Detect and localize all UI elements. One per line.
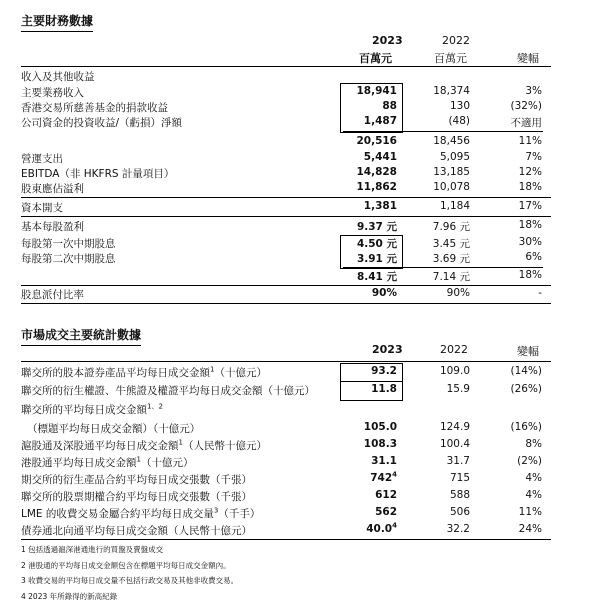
market-section-title: 市場成交主要統計數據 (21, 326, 141, 346)
fin-unit-2023: 百萬元 (359, 52, 392, 65)
table-row: 主要業務收入 18,941 18,374 3% (21, 85, 542, 99)
fin-rule-4 (21, 285, 551, 286)
table-row: 公司資金的投資收益/（虧損）淨額 1,487 (48) 不適用 (21, 115, 542, 129)
fin-header-change: 變幅 (517, 52, 539, 65)
table-row: 每股第一次中期股息 4.50 元 3.45 元 30% (21, 236, 542, 250)
fin-rule-5 (21, 303, 551, 304)
fin-unit-2022: 百萬元 (434, 52, 467, 65)
footnote-1: 1 包括透過滬深港通進行的買盤及賣盤成交 (21, 545, 164, 554)
table-row: 資本開支 1,381 1,184 17% (21, 200, 542, 214)
table-row: 港股通平均每日成交金額$^1$（十億元） 31.1 31.7 (2%) (21, 455, 542, 469)
table-row: 8.41 元 7.14 元 18% (356, 269, 542, 283)
table-row: 營運支出 5,441 5,095 7% (21, 151, 542, 165)
table-row: 聯交所的股本證券產品平均每日成交金額$^1$（十億元） 93.2 109.0 (14%) (21, 365, 542, 379)
table-row: EBITDA（非 HKFRS 計量項目） 14,828 13,185 12% (21, 166, 542, 180)
mkt-box-divider (340, 381, 402, 382)
table-row: 每股第二次中期股息 3.91 元 3.69 元 6% (21, 251, 542, 265)
financial-section-title: 主要財務數據 (21, 12, 93, 32)
fin-dividend-rule (343, 267, 543, 268)
table-row: 債券通北向通平均每日成交金額（人民幣十億元） 40.0$^4$ 32.2 24% (21, 521, 542, 537)
footnote-4: 4 2023 年所錄得的新高紀錄 (21, 592, 118, 601)
table-row: 聯交所的平均每日成交金額$^{1、2}$ (21, 402, 163, 416)
table-row: 股東應佔溢利 11,862 10,078 18% (21, 181, 542, 195)
fin-rule-2 (21, 197, 551, 198)
fin-header-rule (21, 66, 551, 67)
table-row: （標題平均每日成交金額）（十億元） 105.0 124.9 (16%) (27, 421, 542, 435)
table-row: 期交所的衍生產品合約平均每日成交張數（千張） $742^4$ 715 4% (21, 470, 542, 486)
table-row: 滬股通及深股通平均每日成交金額$^1$（人民幣十億元） 108.3 100.4 8% (21, 438, 542, 452)
fin-group-label: 收入及其他收益 (21, 71, 95, 83)
table-row: 股息派付比率 90% 90% - (21, 287, 542, 301)
mkt-header-2022: 2022 (440, 343, 468, 356)
footnote-3: 3 收費交易的平均每日成交量不包括行政交易及其他非收費交易。 (21, 576, 239, 585)
table-row: 基本每股盈利 9.37 元 7.96 元 18% (21, 219, 542, 233)
fin-group-label-row (0, 69, 601, 85)
fin-header-2022: 2022 (442, 34, 470, 47)
mkt-header-2023: 2023 (372, 343, 403, 356)
fin-subtotal-rule (343, 131, 543, 132)
mkt-header-rule (21, 361, 551, 362)
mkt-bottom-rule (21, 539, 551, 540)
fin-header-2023: 2023 (372, 34, 403, 47)
fin-rule-3 (21, 216, 551, 217)
table-row: 聯交所的股票期權合約平均每日成交張數（千張） 612 588 4% (21, 489, 542, 503)
table-row: 香港交易所慈善基金的捐款收益 88 130 (32%) (21, 100, 542, 114)
mkt-header-change: 變幅 (517, 345, 539, 358)
table-row: LME 的收費交易金屬合約平均每日成交量$^3$（千手） 562 506 11% (21, 506, 542, 520)
footnote-2: 2 港股通的平均每日成交金額包含在標題平均每日成交金額內。 (21, 561, 231, 570)
table-row: 20,516 18,456 11% (356, 135, 542, 147)
table-row: 聯交所的衍生權證、牛熊證及權證平均每日成交金額（十億元） 11.8 15.9 (26%) (21, 383, 542, 397)
